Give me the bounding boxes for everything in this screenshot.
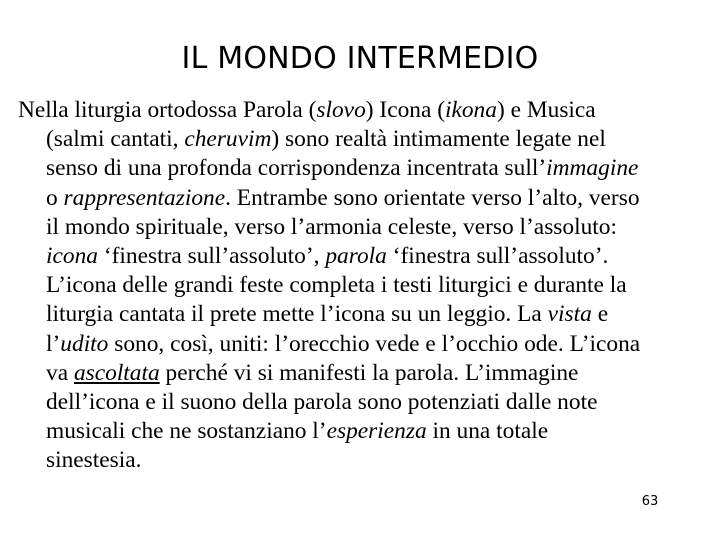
text-line — [18, 271, 718, 300]
text-segment: o — [46, 184, 64, 211]
text-segment: musicali che ne sostanziano l’ — [46, 418, 327, 445]
italic-term: parola — [325, 243, 387, 270]
text-line — [18, 96, 718, 125]
italic-term: udito — [60, 330, 109, 357]
page-number: 63 — [641, 494, 659, 509]
text-line — [18, 446, 718, 475]
text-line — [18, 359, 718, 388]
text-segment: il mondo spirituale, verso l’armonia celeste, verso l’assoluto: — [46, 213, 617, 240]
italic-term: cheruvim — [184, 126, 272, 153]
text-segment: ‘finestra sull’assoluto’. — [386, 243, 609, 270]
italic-term: ikona — [444, 97, 497, 123]
text-segment: l’ — [46, 330, 61, 357]
italic-term: icona — [46, 243, 98, 270]
text-segment: Nella liturgia ortodossa Parola ( — [18, 97, 317, 123]
text-segment: ‘finestra sull’assoluto’, — [97, 243, 326, 270]
text-segment: sinestesia. — [46, 447, 142, 474]
text-line — [18, 242, 718, 271]
italic-term: slovo — [316, 97, 366, 123]
text-segment: L’icona delle grandi feste completa i testi liturgici e durante la — [46, 272, 627, 299]
text-line — [18, 184, 718, 213]
text-segment: in una totale — [426, 418, 549, 445]
text-segment: sono, così, uniti: l’orecchio vede e l’occhio ode. L’icona — [108, 330, 641, 357]
text-line — [18, 154, 718, 183]
text-segment: e — [591, 301, 609, 328]
slide-title: IL MONDO INTERMEDIO — [181, 41, 539, 76]
italic-term: esperienza — [326, 418, 427, 445]
text-segment: va — [46, 359, 74, 386]
italic-term: vista — [547, 301, 592, 328]
text-line — [18, 417, 718, 446]
italic-term: rappresentazione — [63, 184, 226, 211]
italic-term: immagine — [546, 155, 639, 182]
text-segment: perché vi si manifesti la parola. L’immagine — [159, 359, 579, 386]
text-segment: senso di una profonda corrispondenza incentrata sull’ — [46, 155, 547, 182]
text-line — [18, 388, 718, 417]
text-segment: ) Icona ( — [365, 97, 445, 123]
text-segment: liturgia cantata il prete mette l’icona su un leggio. La — [46, 301, 548, 328]
text-segment: (salmi cantati, — [46, 126, 185, 153]
text-line — [18, 330, 718, 359]
text-segment: ) sono realtà intimamente legate nel — [271, 126, 606, 153]
text-line — [18, 213, 718, 242]
text-line — [18, 300, 718, 329]
text-segment: ) e Musica — [496, 97, 596, 123]
text-segment: dell’icona e il suono della parola sono potenziati dalle note — [46, 389, 598, 416]
body-paragraph — [18, 96, 718, 476]
italic-term: ascoltata — [73, 359, 160, 386]
text-segment: . Entrambe sono orientate verso l’alto, verso — [225, 184, 640, 211]
text-line — [18, 125, 718, 154]
